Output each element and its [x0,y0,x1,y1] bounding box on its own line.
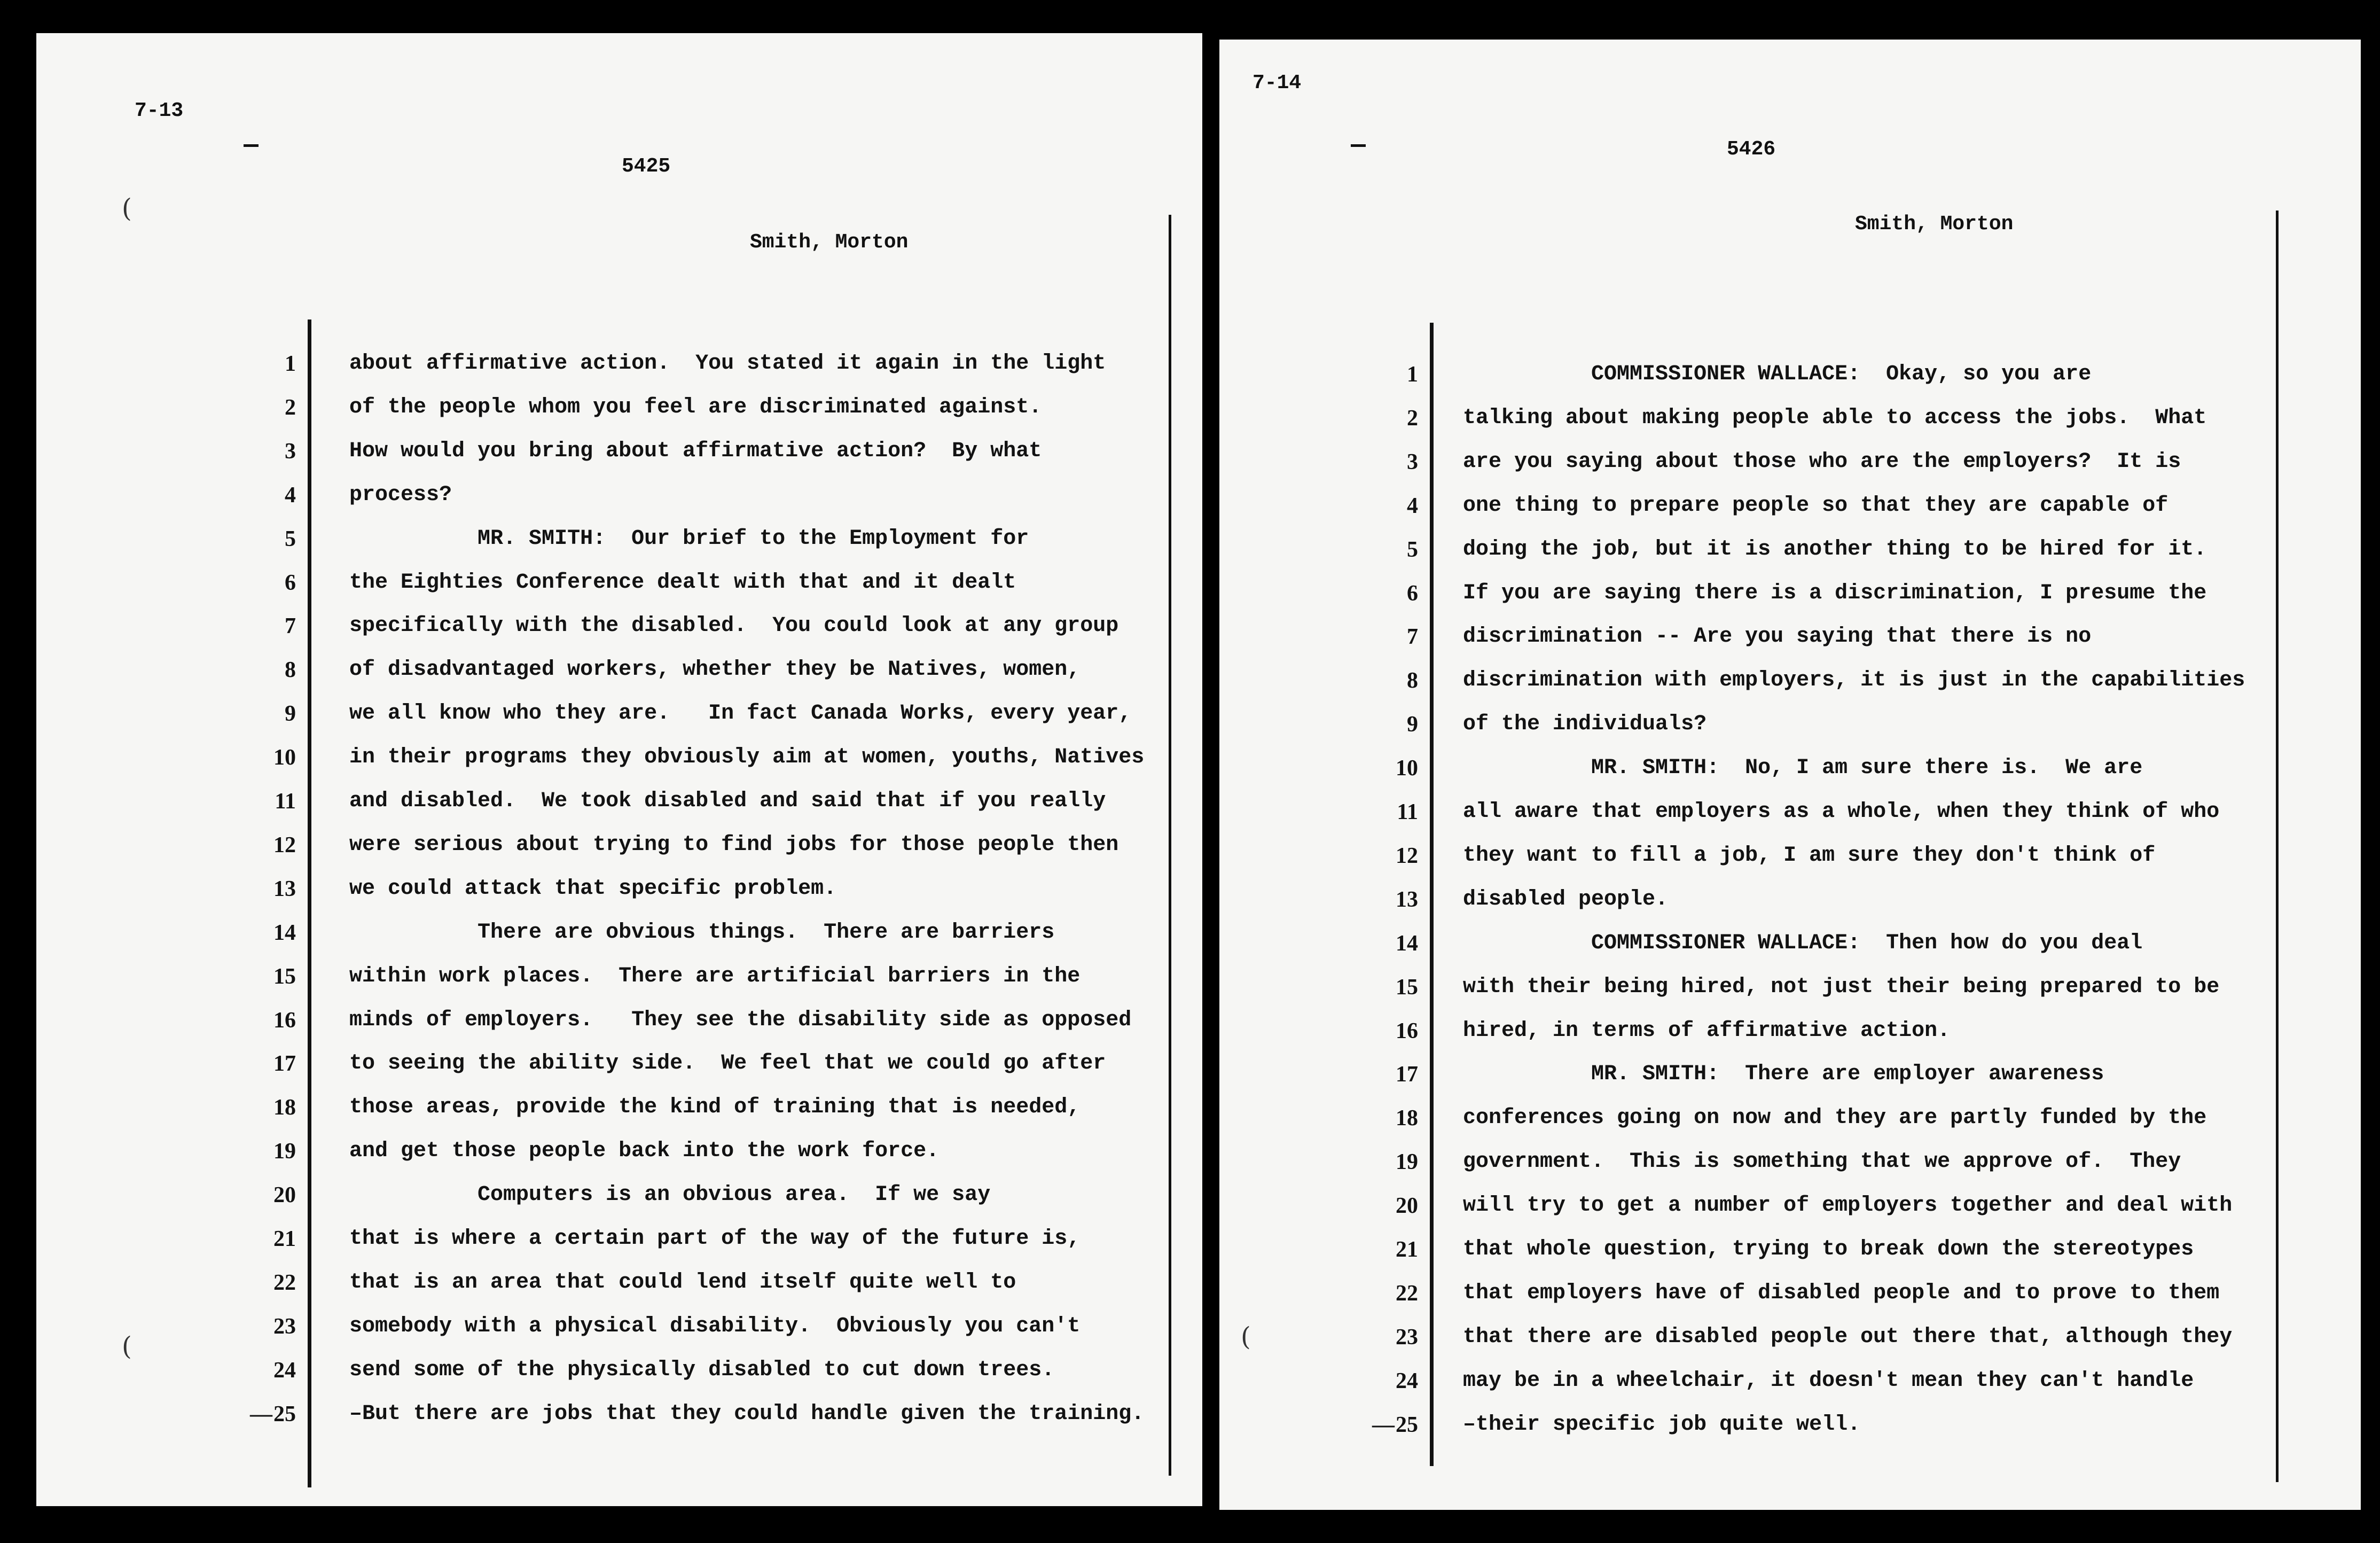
transcript-line [36,517,1202,561]
line-number: 24 [273,1358,296,1383]
line-text: and get those people back into the work force. [349,1139,940,1164]
line-number: 5 [285,526,296,551]
line-text: those areas, provide the kind of training that is needed, [349,1095,1081,1120]
line-text: about affirmative action. You stated it again in the light [349,352,1106,376]
line-number: 22 [1396,1281,1418,1306]
sheet-id: 7-14 [1252,72,1302,95]
line-number: 12 [273,832,296,858]
line-text: disabled people. [1463,887,1669,911]
line-text: and disabled. We took disabled and said that if you really [349,789,1106,813]
line-text: that whole question, trying to break down the stereotypes [1463,1237,2194,1261]
line-text: How would you bring about affirmative action? By what [349,439,1042,463]
transcript-line [1219,790,2361,834]
transcript-line [1219,484,2361,528]
line-text: doing the job, but it is another thing to be hired for it. [1463,537,2207,562]
transcript-line [36,955,1202,999]
line-number: 8 [285,658,296,683]
line-number: 10 [273,745,296,770]
transcript-line [1219,834,2361,878]
line-number: 4 [285,482,296,508]
line-number: 18 [273,1095,296,1120]
line-number: 21 [1396,1237,1418,1262]
line-number: 15 [273,964,296,989]
page-number: 5426 [1727,138,1776,161]
line-number: 7 [285,614,296,639]
transcript-line [1219,878,2361,922]
transcript-line [36,561,1202,605]
transcript-line [36,1217,1202,1261]
line-text: we all know who they are. In fact Canada Works, every year, [349,702,1132,726]
line-text: send some of the physically disabled to cut down trees. [349,1358,1055,1382]
line-number: 19 [1396,1150,1418,1175]
transcript-line [36,1349,1202,1392]
line-text: COMMISSIONER WALLACE: Okay, so you are [1463,362,2092,386]
transcript-line [36,1042,1202,1086]
line-number: 21 [273,1227,296,1251]
line-text: government. This is something that we approve of. They [1463,1150,2181,1174]
line-text: the Eighties Conference dealt with that and it dealt [349,570,1016,595]
line-number: 9 [285,702,296,727]
transcript-line [36,736,1202,780]
line-number: 8 [1407,668,1418,693]
witness-header: Smith, Morton [750,231,909,254]
line-text: they want to fill a job, I am sure they don't think of [1463,843,2156,868]
line-number: 2 [1407,406,1418,431]
transcript-line [1219,1140,2361,1184]
line-number: 11 [1397,800,1418,824]
transcript-line [36,1392,1202,1436]
line-number: 6 [1407,581,1418,606]
line-text: of disadvantaged workers, whether they be Natives, women, [349,658,1081,682]
margin-mark: ( [122,193,132,223]
line-text: minds of employers. They see the disability side as opposed [349,1008,1132,1032]
line-text: Computers is an obvious area. If we say [349,1183,991,1207]
transcript-line [1219,1315,2361,1359]
line-text: will try to get a number of employers together and deal with [1463,1194,2233,1218]
transcript-line [36,1305,1202,1349]
line-number: 15 [1396,975,1418,1000]
line-text: to seeing the ability side. We feel that we could go after [349,1051,1106,1076]
line-text: of the people whom you feel are discriminated against. [349,395,1042,419]
line-text: that employers have of disabled people and to prove to them [1463,1281,2220,1305]
line-text: MR. SMITH: There are employer awareness [1463,1062,2104,1087]
line-text: hired, in terms of affirmative action. [1463,1018,1951,1043]
line-number: 23 [273,1314,296,1339]
line-number: 12 [1396,843,1418,868]
transcript-line [1219,1272,2361,1315]
line-text: all aware that employers as a whole, when they think of who [1463,800,2220,824]
transcript-line [36,386,1202,430]
line-number: 10 [1396,756,1418,781]
transcript-line [1219,1096,2361,1140]
line-text: we could attack that specific problem. [349,876,837,901]
transcript-line [36,780,1202,823]
transcript-line [1219,1184,2361,1228]
line-number: 2 [285,395,296,420]
line-number: 16 [273,1008,296,1033]
transcript-line [1219,1009,2361,1053]
line-number: — 25 [1365,1403,1418,1447]
transcript-line [1219,353,2361,396]
page-number: 5425 [622,155,671,178]
transcript-line [1219,1053,2361,1096]
transcript-line [1219,396,2361,440]
transcript-line [36,692,1202,736]
line-text: – But there are jobs that they could handle given the training. [349,1392,1144,1436]
transcript-line [36,999,1202,1042]
line-number: 13 [273,876,296,901]
line-number: 22 [273,1270,296,1295]
witness-header: Smith, Morton [1855,213,2014,236]
line-number: 7 [1407,625,1418,650]
line-number: 17 [273,1051,296,1077]
line-number: 20 [273,1183,296,1208]
line-number: 1 [1407,362,1418,387]
line-text: were serious about trying to find jobs for those people then [349,832,1119,857]
line-text: one thing to prepare people so that they are capable of [1463,493,2168,518]
transcript-line [36,1086,1202,1129]
transcript-line [1219,528,2361,572]
margin-mark: ( [122,1331,132,1361]
line-number: 19 [273,1139,296,1164]
margin-dash [244,144,259,147]
transcript-line [1219,659,2361,703]
line-number: 11 [275,789,296,814]
line-text: – their specific job quite well. [1463,1403,1860,1447]
transcript-line [1219,746,2361,790]
transcript-line [36,1129,1202,1173]
line-text: MR. SMITH: No, I am sure there is. We are [1463,756,2143,781]
transcript-line [36,342,1202,386]
line-text: are you saying about those who are the employers? It is [1463,449,2181,474]
line-number: — 25 [242,1392,296,1436]
line-number: 14 [1396,931,1418,956]
line-text: MR. SMITH: Our brief to the Employment for [349,526,1029,551]
line-number: 14 [273,920,296,945]
margin-mark: ( [1241,1322,1251,1352]
line-number: 16 [1396,1018,1418,1043]
line-text: that there are disabled people out there that, although they [1463,1324,2233,1349]
transcript-page-right [1219,40,2361,1510]
transcript-line [36,1261,1202,1305]
line-text: that is an area that could lend itself quite well to [349,1270,1016,1295]
line-text: There are obvious things. There are barriers [349,920,1055,945]
transcript-line [1219,572,2361,615]
line-number: 13 [1396,887,1418,912]
line-text: somebody with a physical disability. Obviously you can't [349,1314,1081,1338]
transcript-line [36,1173,1202,1217]
sheet-id: 7-13 [135,99,184,122]
line-text: that is where a certain part of the way of the future is, [349,1227,1081,1251]
line-text: discrimination with employers, it is just in the capabilities [1463,668,2245,693]
line-number: 6 [285,570,296,595]
transcript-line [1219,965,2361,1009]
line-number: 5 [1407,537,1418,562]
line-text: COMMISSIONER WALLACE: Then how do you deal [1463,931,2143,955]
transcript-line [36,867,1202,911]
line-number: 9 [1407,712,1418,737]
line-number: 3 [285,439,296,464]
transcript-line [1219,922,2361,965]
line-text: with their being hired, not just their being prepared to be [1463,975,2220,999]
transcript-line [1219,1403,2361,1447]
line-text: specifically with the disabled. You could look at any group [349,614,1119,638]
transcript-line [1219,703,2361,746]
line-number: 20 [1396,1194,1418,1219]
transcript-line [1219,1359,2361,1403]
line-number: 1 [285,352,296,376]
line-text: discrimination -- Are you saying that there is no [1463,625,2092,649]
transcript-page-left [36,33,1202,1506]
line-text: process? [349,482,452,507]
transcript-line [36,604,1202,648]
line-text: conferences going on now and they are partly funded by the [1463,1106,2207,1131]
line-number: 24 [1396,1368,1418,1393]
line-text: talking about making people able to access the jobs. What [1463,406,2207,430]
line-number: 23 [1396,1324,1418,1350]
transcript-line [36,823,1202,867]
transcript-line [1219,1228,2361,1272]
line-text: in their programs they obviously aim at women, youths, Natives [349,745,1145,770]
line-number: 18 [1396,1106,1418,1131]
transcript-line [36,911,1202,955]
transcript-line [36,473,1202,517]
line-text: within work places. There are artificial barriers in the [349,964,1081,988]
line-text: may be in a wheelchair, it doesn't mean they can't handle [1463,1368,2194,1393]
margin-dash [1351,144,1366,147]
transcript-line [1219,440,2361,484]
transcript-line [1219,615,2361,659]
line-text: of the individuals? [1463,712,1707,737]
line-number: 4 [1407,493,1418,518]
line-number: 17 [1396,1062,1418,1087]
line-number: 3 [1407,449,1418,474]
transcript-line [36,648,1202,692]
transcript-line [36,430,1202,473]
line-text: If you are saying there is a discrimination, I presume the [1463,581,2207,605]
